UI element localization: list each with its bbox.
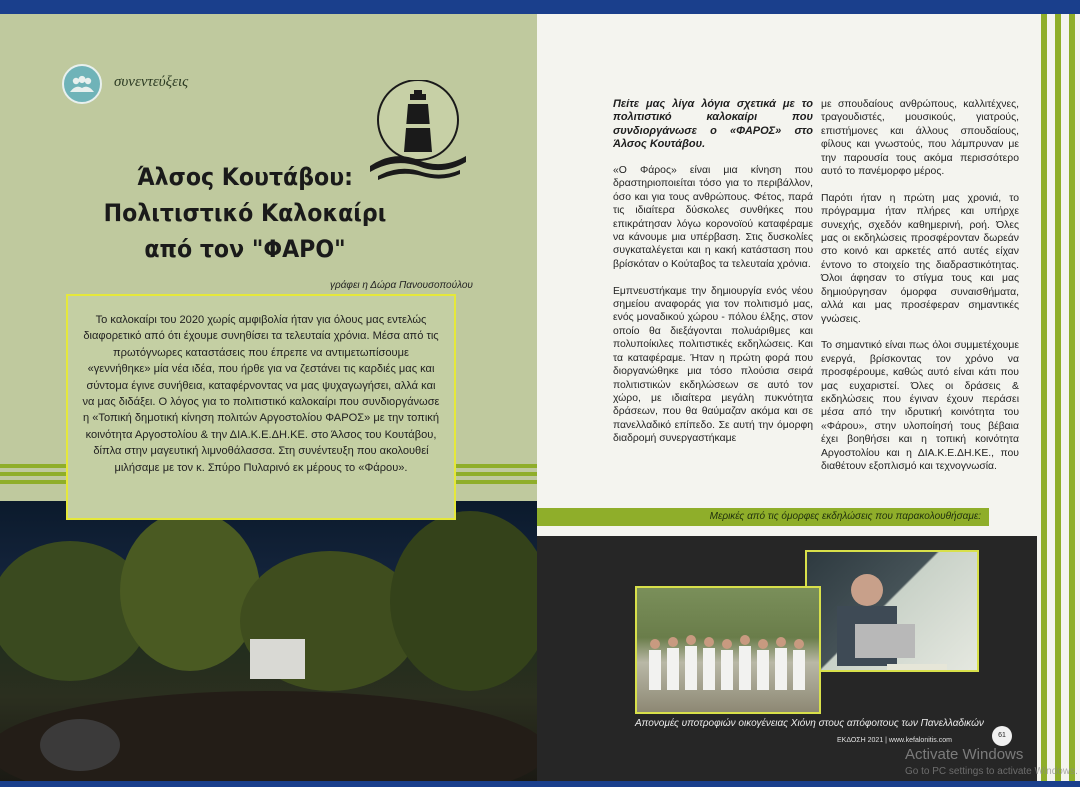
article-title	[93, 159, 397, 267]
answer-column-1: «Ο Φάρος» είναι μια κίνηση που δραστηριοποιείται τόσο για το περιβάλλον, όσο και για τους ανθρώπους. Φέτος, παρά τις ιδιαίτερα δύσκολες συνθήκες που επικράτησαν λόγω κορονοϊού καταφέραμε να κάνουμε μια υπέρβαση. Στις δυσκολίες συγκαταλέγεται και η κακή κατάσταση που βρίσκόταν ο Κούταβος τα τελευταία χρόνια. Εμπνευστήκαμε την δημιουργία ενός νέου σημείου αναφοράς για τον πολιτισμό μας, ενός μοναδικού χώρου - πόλου έλξης, στον οποίο θα διεξάγονται πολυάριθμες και πολυποίκιλες πολιτιστικές εκδηλώσεις. Και τα καταφέραμε. Ήταν η πρώτη φορά που διοργανώθηκε μια τόσο πλούσια σειρά πολιτιστικών εκδηλώσεων σε αυτό τον χώρο, με ιδιαίτερα μεγάλη πυκνότητα δράσεων, που θα θαύμαζαν ακόμα και σε πανελλαδικό επίπεδο. Σε αυτή την όμορφη διαδρομή συνεργαστήκαμε	[613, 165, 813, 445]
event-night-photo	[0, 501, 537, 781]
intro-text: Το καλοκαίρι του 2020 χωρίς αμφιβολία ήταν για όλους μας εντελώς διαφορετικό από ότι έχουμε συνηθίσει τα τελευταία χρόνια. Μέσα από τις πρωτόγνωρες καταστάσεις που έπρεπε να αντιμετωπίσουμε «γεννήθηκε» μία νέα ιδέα, που ήρθε για να ζεστάνει τις καρδιές μας και σύντομα έγινε συνήθεια, καταφέρνοντας να μας ψυχαγωγήσει, αλλά και να μας διδάξει. Ο λόγος για το πολιτιστικό καλοκαίρι που συνδιοργάνωσε η «Τοπική δημοτική κίνηση πολιτών Αργοστολίου ΦΑΡΟΣ» με την τοπική κοινότητα Αργοστολίου & την ΔΙΑ.Κ.Ε.ΔΗ.ΚΕ. στο Άλσος του Κουτάβου, δίπλα στην μαγευτική λιμνοθάλασσα. Στη συνέντευξη που ακολουθεί μιλήσαμε με τον κ. Σπύρο Πυλαρινό εκ μέρους το «Φάρου».	[82, 314, 440, 474]
page-number: 61	[992, 726, 1012, 746]
decorative-stripe	[1041, 14, 1047, 781]
answer-column-2: με σπουδαίους ανθρώπους, καλλιτέχνες, τραγουδιστές, μουσικούς, γιατρούς, επιστήμονες και άλλους σπουδαίους, φίλους και γνωστούς, που λάμπρυναν με την παρουσία τους ακόμα περισσότερο αυτό το πανέμορφο μέρος. Παρότι ήταν η πρώτη μας χρονιά, το πρόγραμμα ήταν πλήρες και υπήρχε συνεχής, σχεδόν καθημερινή, ροή. Όλες μας οι εκδηλώσεις προσφέρονταν δωρεάν στο κοινό και αρκετές από αυτές είχαν έντονο το στοιχείο της διαδραστικότητας. Όλοι άφησαν το στίγμα τους και μας δημιούργησαν όμορφα συναισθήματα, αλλά και μας προσέφεραν σημαντικές γνώσεις. Το σημαντικό είναι πως όλοι συμμετέχουμε ενεργά, βρίσκοντας τον χρόνο να προσφέρουμε, καθώς αυτό είναι κάτι που μας ευχαριστεί. Όλες οι δράσεις & εκδηλώσεις που έγιναν έχουν περάσει μέσα από την ιδρυτική κοινότητα του «Φάρου», στην υλοποίησή τους βέβαια έχει βοηθήσει και η τοπική κοινότητα Αργοστολίου και η ΔΙΑ.Κ.Ε.ΔΗ.ΚΕ., που διαθέτουν εξοπλισμό και τεχνογνωσία.	[821, 99, 1019, 472]
intro-box	[66, 294, 456, 520]
right-page	[537, 14, 1080, 781]
title-line: από τον "ΦΑΡΟ"	[144, 235, 346, 263]
title-line: Άλσος Κουτάβου:	[137, 163, 353, 191]
speaker-photo	[805, 550, 979, 672]
byline: γράφει η Δώρα Πανουσοπούλου	[330, 280, 473, 291]
interview-question: Πείτε μας λίγα λόγια σχετικά με το πολιτιστικό καλοκαίρι που συνδιοργάνωσε ο «ΦΑΡΟΣ» στο Άλσος Κουτάβου.	[613, 98, 813, 151]
decorative-stripe	[1069, 14, 1075, 781]
activation-watermark: Activate Windows	[905, 746, 1024, 763]
photo-caption: Απονομές υποτροφιών οικογένειας Χιόνη στους απόφοιτους των Πανελλαδικών	[635, 718, 984, 729]
footer-issue: ΕΚΔΟΣΗ 2021 | www.kefalonitis.com	[837, 737, 952, 744]
title-line: Πολιτιστικό Καλοκαίρι	[103, 199, 387, 227]
magazine-spread	[0, 14, 1080, 781]
section-label: συνεντεύξεις	[114, 74, 189, 90]
award-group-photo	[635, 586, 821, 714]
decorative-stripe	[1055, 14, 1061, 781]
left-page	[0, 14, 537, 781]
people-icon	[62, 64, 102, 104]
activation-watermark-subtext: Go to PC settings to activate Windows.	[905, 766, 1078, 777]
bottom-frame-bar	[0, 781, 1080, 787]
events-banner: Μερικές από τις όμορφες εκδηλώσεις που παρακολουθήσαμε:	[537, 508, 989, 526]
top-frame-bar	[0, 0, 1080, 14]
